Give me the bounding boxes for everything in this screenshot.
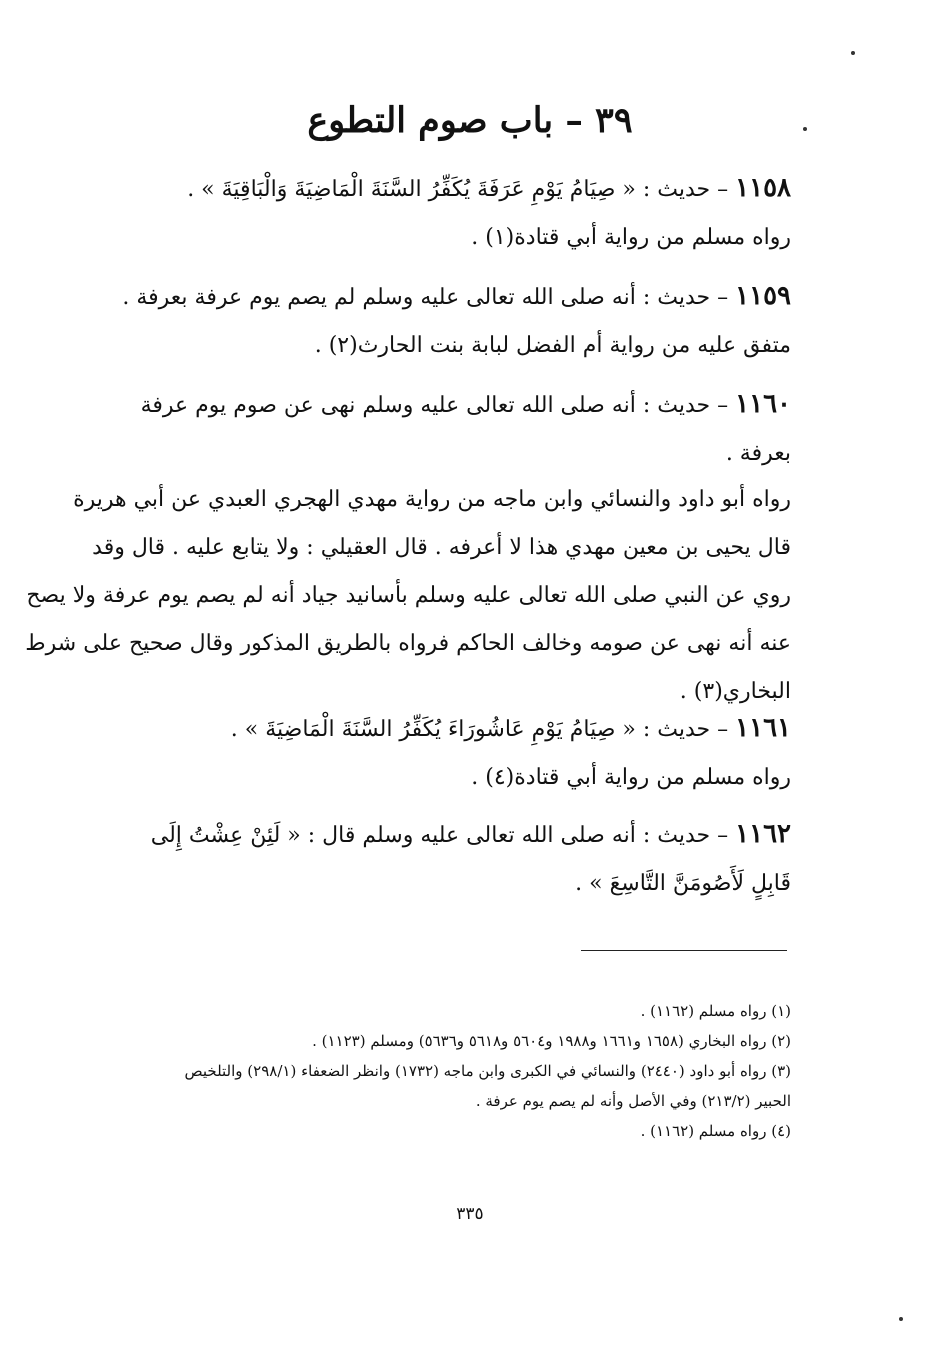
entry-line xyxy=(131,380,791,430)
paragraph-line: روي عن النبي صلى الله تعالى عليه وسلم بأسانيد جياد أنه لم يصم يوم عرفة ولا يصح xyxy=(26,583,791,608)
entry-line xyxy=(131,704,791,754)
hadith-entry-1162 xyxy=(131,810,791,908)
paragraph-line: قال يحيى بن معين مهدي هذا لا أعرفه . قال العقيلي : ولا يتابع عليه . قال وقد xyxy=(92,535,791,560)
scan-speck xyxy=(803,127,807,131)
scan-speck xyxy=(899,1317,903,1321)
hadith-number: ١١٦٢ xyxy=(735,819,791,849)
hadith-number: ١١٥٩ xyxy=(735,281,791,311)
footnote: (٣) رواه أبو داود (٢٤٤٠) والنسائي في الكبرى وابن ماجه (١٧٣٢) وانظر الضعفاء (٢٩٨/١) والتلخيص xyxy=(184,1062,791,1080)
source-line: رواه مسلم من رواية أبي قتادة(٤) . xyxy=(471,765,791,790)
commentary-paragraph xyxy=(25,476,791,716)
hadith-text: – حديث : أنه صلى الله تعالى عليه وسلم قال : « لَئِنْ عِشْتُ إِلَى xyxy=(150,823,729,848)
entry-line xyxy=(131,810,791,860)
hadith-text: – حديث : « صِيَامُ يَوْمِ عَاشُورَاءَ يُكَفِّرُ السَّنَةَ الْمَاضِيَةَ » . xyxy=(230,717,729,742)
footnote: (٢) رواه البخاري (١٦٥٨ و١٦٦١ و١٩٨٨ و٥٦٠٤ و٥٦١٨ و٥٦٣٦) ومسلم (١١٢٣) . xyxy=(312,1032,791,1050)
hadith-text: – حديث : « صِيَامُ يَوْمِ عَرَفَةَ يُكَفِّرُ السَّنَةَ الْمَاضِيَةَ وَالْبَاقِيَةَ » . xyxy=(187,177,729,202)
paragraph-line: عنه أنه نهى عن صومه وخالف الحاكم فرواه بالطريق المذكور وقال صحيح على شرط xyxy=(25,631,791,656)
entry-line xyxy=(122,272,791,322)
hadith-text: – حديث : أنه صلى الله تعالى عليه وسلم نهى عن صوم يوم عرفة xyxy=(140,393,729,418)
footnote: الحبير (٢١٣/٢) وفي الأصل وأنه لم يصم يوم عرفة . xyxy=(475,1092,791,1110)
hadith-number: ١١٥٨ xyxy=(735,173,791,203)
paragraph-line: رواه أبو داود والنسائي وابن ماجه من رواية مهدي الهجري العبدي عن أبي هريرة xyxy=(73,487,791,512)
hadith-entry-1159 xyxy=(122,272,791,370)
footnote: (٤) رواه مسلم (١١٦٢) . xyxy=(640,1122,791,1140)
page-number: ٣٣٥ xyxy=(456,1204,484,1224)
continuation-line: قَابِلٍ لَأَصُومَنَّ التَّاسِعَ » . xyxy=(575,871,791,896)
paragraph-line: البخاري(٣) . xyxy=(679,679,791,704)
hadith-number: ١١٦١ xyxy=(735,713,791,743)
footnote: (١) رواه مسلم (١١٦٢) . xyxy=(640,1002,791,1020)
hadith-entry-1161 xyxy=(131,704,791,802)
hadith-entry-1158 xyxy=(131,164,791,262)
entry-line xyxy=(131,164,791,214)
hadith-number: ١١٦٠ xyxy=(735,389,791,419)
footnote-divider xyxy=(581,950,787,951)
scan-speck xyxy=(851,51,855,55)
hadith-entry-1160 xyxy=(131,380,791,478)
chapter-title: ٣٩ – باب صوم التطوع xyxy=(307,100,633,141)
source-line: متفق عليه من رواية أم الفضل لبابة بنت الحارث(٢) . xyxy=(314,333,791,358)
source-line: رواه مسلم من رواية أبي قتادة(١) . xyxy=(471,225,791,250)
footnotes xyxy=(111,996,791,1146)
continuation-line: بعرفة . xyxy=(725,441,791,466)
hadith-text: – حديث : أنه صلى الله تعالى عليه وسلم لم يصم يوم عرفة بعرفة . xyxy=(122,285,729,310)
